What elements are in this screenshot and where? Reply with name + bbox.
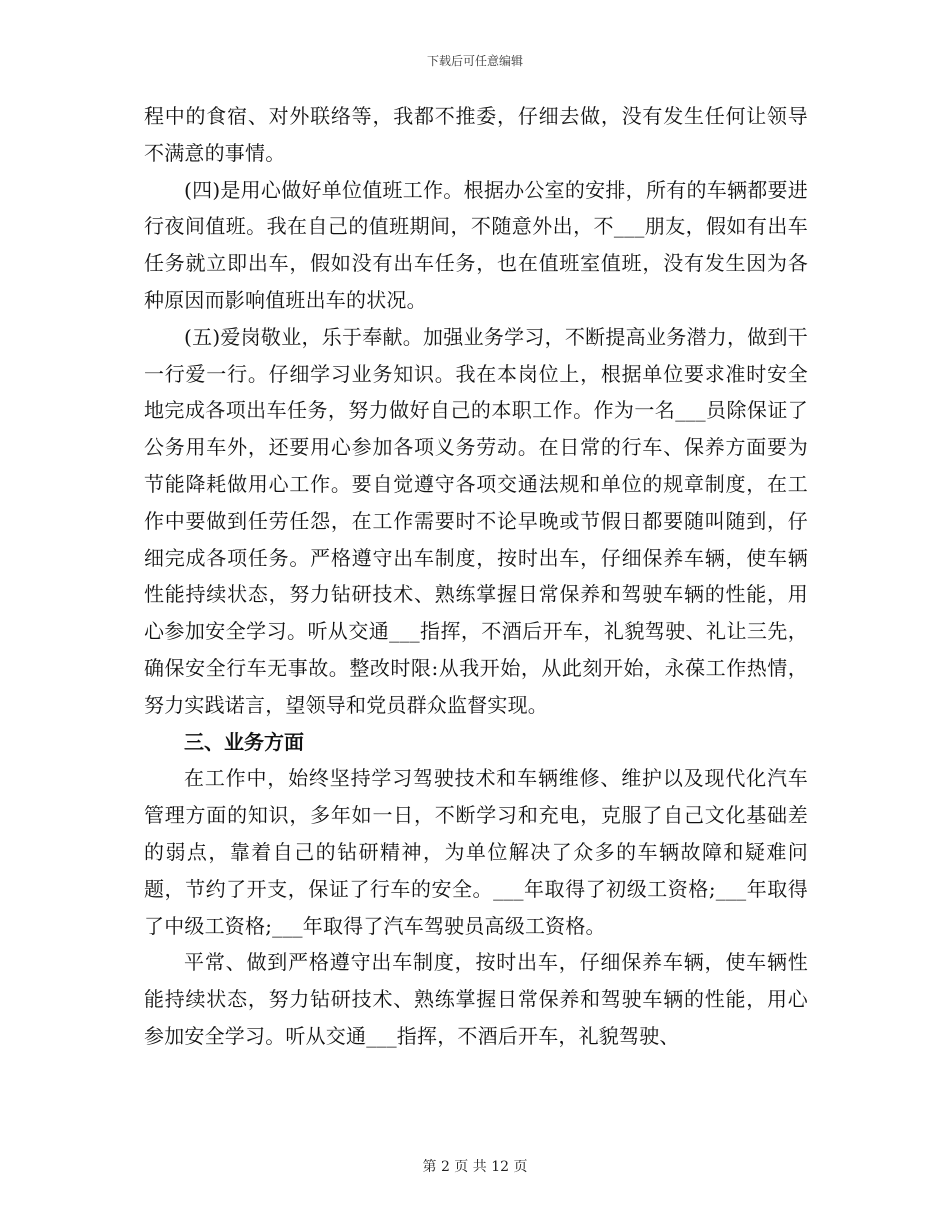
section-heading: 三、业务方面 xyxy=(184,729,304,754)
paragraph-1: 程中的食宿、对外联络等，我都不推委，仔细去做，没有发生任何让领导不满意的事情。 xyxy=(144,104,808,165)
paragraph-4: 在工作中，始终坚持学习驾驶技术和车辆维修、维护以及现代化汽车管理方面的知识，多年如一日，不断学习和充电，克服了自己文化基础差的弱点，靠着自己的钻研精神，为单位解决了众多的车辆故障和疑难问题，节约了开支，保证了行车的安全。___年取得了初级工资格;___年取得了中级工资格;___年取得了汽车驾驶员高级工资格。 xyxy=(144,766,808,938)
paragraph-5: 平常、做到严格遵守出车制度，按时出车，仔细保养车辆，使车辆性能持续状态，努力钻研技术、熟练掌握日常保养和驾驶车辆的性能，用心参加安全学习。听从交通___指挥，不酒后开车，礼貌驾驶、 xyxy=(144,950,808,1048)
document-body xyxy=(144,98,808,1055)
page-header: 下载后可任意编辑 xyxy=(426,54,523,68)
paragraph-2: (四)是用心做好单位值班工作。根据办公室的安排，所有的车辆都要进行夜间值班。我在自己的值班期间，不随意外出，不___朋友，假如有出车任务就立即出车，假如没有出车任务，也在值班室值班，没有发生因为各种原因而影响值班出车的状况。 xyxy=(144,177,808,312)
paragraph-3: (五)爱岗敬业，乐于奉献。加强业务学习，不断提高业务潜力，做到干一行爱一行。仔细学习业务知识。我在本岗位上，根据单位要求准时安全地完成各项出车任务，努力做好自己的本职工作。作为一名___员除保证了公务用车外，还要用心参加各项义务劳动。在日常的行车、保养方面要为节能降耗做用心工作。要自觉遵守各项交通法规和单位的规章制度，在工作中要做到任劳任怨，在工作需要时不论早晚或节假日都要随叫随到，仔细完成各项任务。严格遵守出车制度，按时出车，仔细保养车辆，使车辆性能持续状态，努力钻研技术、熟练掌握日常保养和驾驶车辆的性能，用心参加安全学习。听从交通___指挥，不酒后开车，礼貌驾驶、礼让三先，确保安全行车无事故。整改时限:从我开始，从此刻开始，永葆工作热情，努力实践诺言，望领导和党员群众监督实现。 xyxy=(144,324,808,717)
page-footer: 第 2 页 共 12 页 xyxy=(422,1159,528,1175)
